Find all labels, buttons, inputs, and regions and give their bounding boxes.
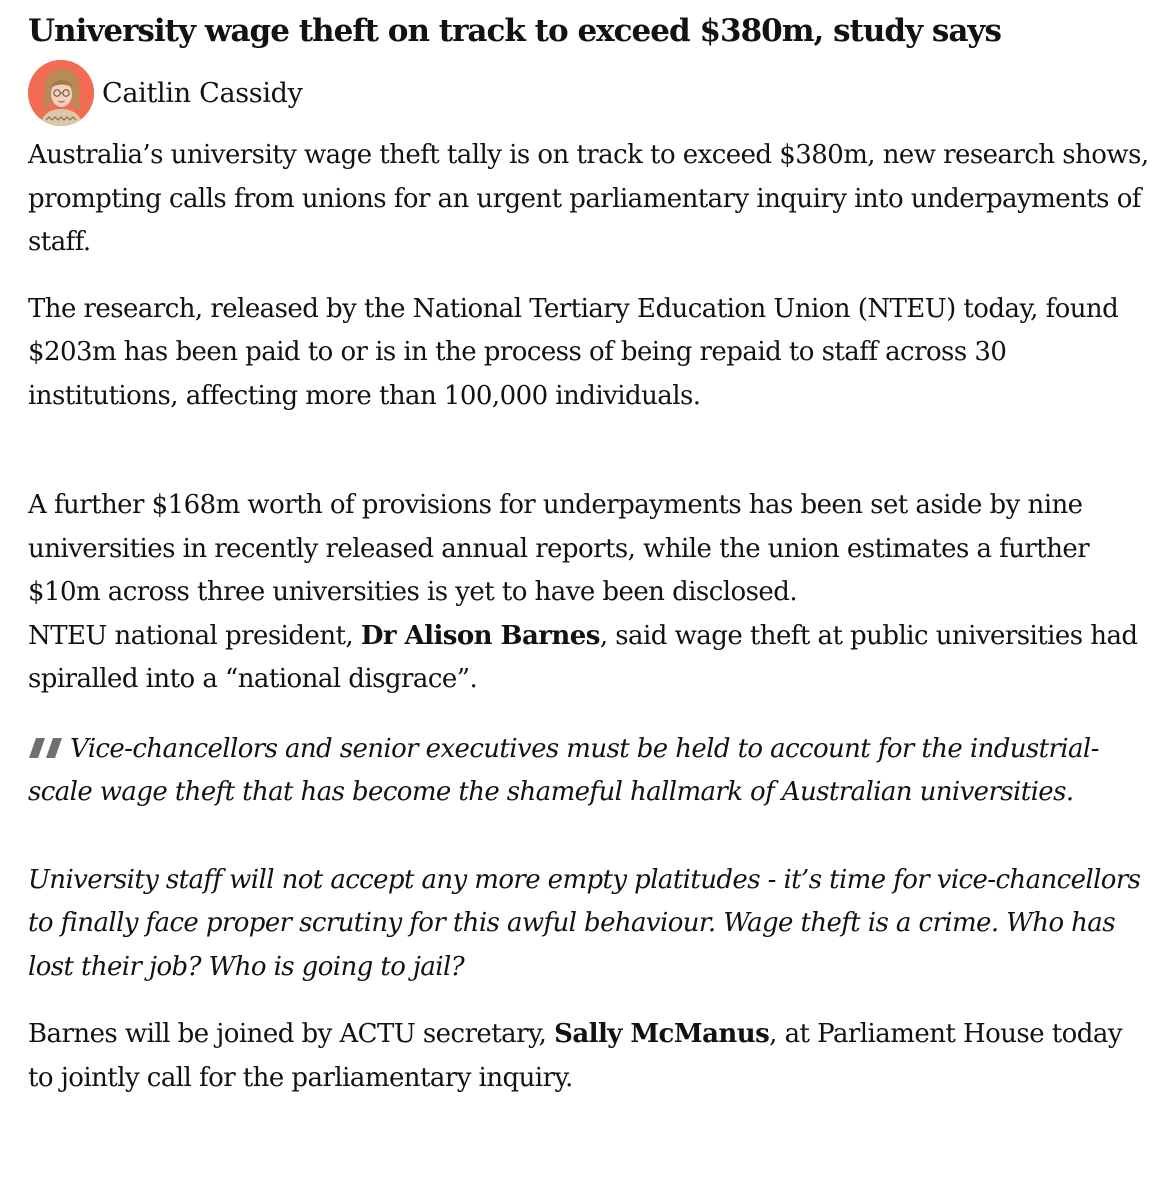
byline (28, 60, 1153, 126)
paragraph-4-before: NTEU national president, (28, 620, 361, 651)
article (28, 0, 1153, 1100)
paragraph-3: A further $168m worth of provisions for underpayments has been set aside by nine universities in recently released annual reports, while the union estimates a further $10m across three universities is yet to have been disclosed. (28, 490, 1090, 607)
paragraph-4 (28, 615, 1153, 702)
paragraph-2: The research, released by the National Tertiary Education Union (NTEU) today, found $203m has been paid to or is in the process of being repaid to staff across 30 institutions, affecting more than 100,000 individuals. (28, 293, 1119, 411)
quote-text-1: Vice-chancellors and senior executives must be held to account for the industrial-scale wage theft that has become the shameful hallmark of Australian universities. (28, 733, 1099, 807)
paragraph-4-after: , said wage theft at public universities had spiralled into a “national disgrace”. (28, 620, 1138, 694)
pull-quote (28, 728, 1153, 990)
paragraph-1: Australia’s university wage theft tally is on track to exceed $380m, new research shows, prompting calls from unions for an urgent parliamentary inquiry into underpayments of staff. (28, 140, 1149, 257)
quote-part-2: University staff will not accept any more empty platitudes - it’s time for vice-chancellors to finally face proper scrutiny for this awful behaviour. Wage theft is a crime. Who has lost their job? Who is going to jail? (28, 864, 1141, 982)
quote-part-1 (28, 728, 1153, 815)
person-name-alison-barnes: Dr Alison Barnes (360, 620, 600, 651)
author-avatar[interactable] (28, 60, 94, 126)
author-name[interactable]: Caitlin Cassidy (102, 77, 303, 109)
quote-mark-icon (28, 729, 66, 749)
paragraph-5 (28, 1013, 1153, 1100)
paragraph-5-after: , at Parliament House today to jointly call for the parliamentary inquiry. (28, 1019, 1122, 1093)
headline: University wage theft on track to exceed $380m, study says (28, 13, 1001, 49)
paragraph-5-before: Barnes will be joined by ACTU secretary, (28, 1019, 555, 1049)
person-name-sally-mcmanus: Sally McManus (554, 1019, 770, 1049)
